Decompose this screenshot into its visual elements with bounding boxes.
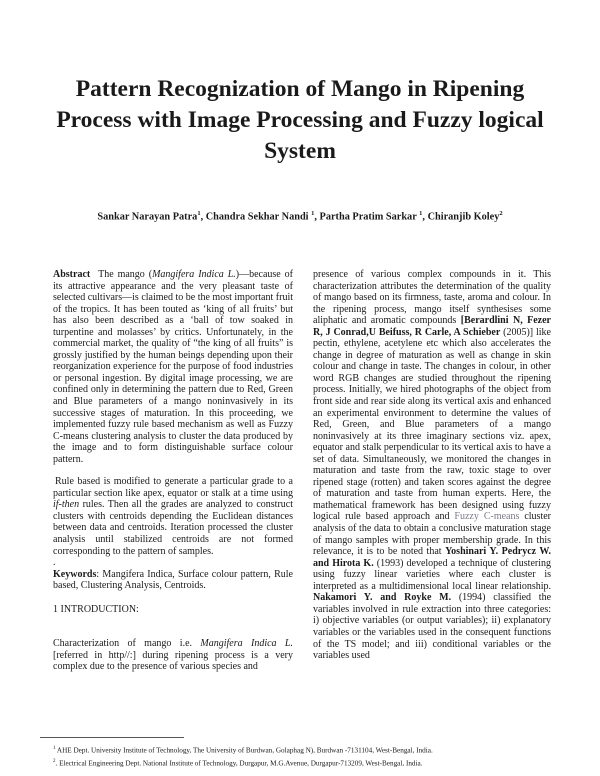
abstract-text: rules. Then all the grades are analyzed to construct clusters with centroids depending the Euclidean distances between data and centroids. Iteration processed the cluster analysis until stabilized centroids are not formed corresponding to the pattern of samples. (53, 499, 293, 557)
body-text: like pectin, ethylene, acetylene etc which also accelerates the change in degree of maturation as well as change in skin colour and change in taste. The changes in colour, in other word RGB changes are studied throughout the ripening process. Initially, we hired photographs of the object from front side and rear side along its vertical axis and enhanced an experimental environment to determine the values of Red, Green, and Blue parameters of a mango noninvasively at its three imaginary sections viz. apex, equator and stalk perpendicular to its vertical axis to have a set of data. Simultaneously, we monitored the changes in maturation and taste from the raw, toxic stage to over ripened stage (rotten) and taken scores against the degree of maturation and taste from human experts. Here, the mathematical framework has been designed using fuzzy logical rule based approach and (313, 326, 551, 523)
abstract-paragraph-2 (53, 476, 293, 557)
keywords-paragraph (53, 569, 293, 592)
footnote-text: AHE Dept. University Institute of Technology, The University of Burdwan, Golaphag N), Burdwan -7131104, West-Bengal, India. (55, 746, 433, 755)
author-name: Chandra Sekhar Nandi (205, 211, 309, 223)
footnote-mark: 2 (53, 759, 56, 765)
if-then-term: if-then (53, 499, 80, 511)
keywords-text: : Mangifera Indica, Surface colour pattern, Rule based, Clustering Analysis, Centroids. (53, 568, 293, 592)
section-heading-introduction: 1 INTRODUCTION: (53, 603, 139, 615)
intro-text: [referred in http//:] during ripening process is a very complex due to the presence of various species and (53, 649, 293, 673)
footnote (53, 743, 553, 756)
fcm-term: Fuzzy C-means (454, 511, 520, 523)
introduction-paragraph (53, 638, 293, 673)
author-list: Sankar Narayan Patra$^1$, Chandra Sekhar Nandi $^1$, Partha Pratim Sarkar $^1$, Chiranjib Koley$^2$ (97, 210, 503, 223)
citation: [Berardlini N, Fezer R, J Conrad,U Beifuss, R Carle, A Schieber (313, 315, 551, 338)
abstract-text: )—because of its attractive appearance and the very pleasant taste of selected cultivars—is claimed to be the most important fruit of the tropics. It has been touted as ‘king of all fruits’ but has also been described as a ‘ball of tow soaked in turpentine and molasses’ by critics. Unfortunately, in the commercial market, the quality of “the king of all fruits” is grossly justified by the human beings depending upon their reorganization experience for the purpose of food industries or personal ingestion. By digital image processing, we are confined only in determining the pattern due to Red, Green and Blue parameters of a mango noninvasively in its successive stages of maturation. In this proceeding, we implemented fuzzy rule based mechanism as well as Fuzzy C-means clustering analysis to cluster the data produced by the image and to form distinguishable surface colour pattern. (53, 269, 294, 465)
author-affiliation-mark: 1 (197, 210, 201, 217)
body-text: (1993) developed a technique of clustering using fuzzy linear varieties where each cluster is interpreted as a multidimensional local linear relationship. (313, 557, 551, 592)
body-text: (1994) classified the variables involved in rule extraction into three categories: i) objective variables (or output variables); ii) explanatory variables or the variables used in the consequent functions of the TS model; and iii) conditional variables or the variables used (313, 592, 552, 662)
footnote-divider (40, 737, 184, 738)
introduction-continued-paragraph (313, 269, 551, 662)
footnote-mark: 1 (53, 746, 56, 751)
left-column (53, 269, 293, 673)
paper-title: Pattern Recognization of Mango in Ripening Process with Image Processing and Fuzzy logical System (56, 76, 544, 164)
author-name: Chiranjib Koley (427, 211, 500, 223)
abstract-paragraph (53, 269, 293, 465)
species-name: Mangifera Indica L. (200, 638, 293, 650)
author-affiliation-mark: 2 (499, 210, 503, 217)
author-name: Sankar Narayan Patra (97, 211, 198, 223)
citation: Nakamori Y. and Royke M. (313, 592, 452, 604)
citation: Yoshinari Y. Pedrycz W. and Hirota K. (313, 546, 551, 569)
footnotes (53, 743, 553, 770)
body-text: presence of various complex compounds in it. This characterization attributes the determination of the quality of mango based on its firmness, taste, aroma and colour. In the ripening process, mango itself synthesises some aliphatic and aromatic compounds (313, 269, 551, 327)
footnote (53, 756, 553, 769)
abstract-text: The mango ( (98, 269, 153, 280)
citation-year: (2005)] (500, 326, 534, 338)
author-affiliation-mark: 1 (419, 210, 423, 217)
abstract-label: Abstract (53, 269, 91, 280)
body-text: cluster analysis of the data to obtain a conclusive maturation stage of mango samples with proper membership grade. In this relevance, it is to be noted that (313, 511, 551, 558)
footnote-text: . Electrical Engineering Dept. National Institute of Technology, Durgapur, M.G.Avenue, Durgapur-713209, West-Bengal, India. (55, 759, 423, 768)
abstract-end-dot: . (53, 557, 56, 569)
species-name: Mangifera Indica L. (152, 269, 236, 280)
intro-text: Characterization of mango i.e. (53, 638, 201, 650)
right-column (313, 269, 551, 662)
author-name: Partha Pratim Sarkar (319, 211, 417, 223)
author-affiliation-mark: 1 (311, 210, 315, 217)
keywords-label: Keywords (53, 568, 97, 580)
abstract-text: Rule based is modified to generate a particular grade to a particular section like apex, equator or stalk at a time using (53, 476, 293, 499)
